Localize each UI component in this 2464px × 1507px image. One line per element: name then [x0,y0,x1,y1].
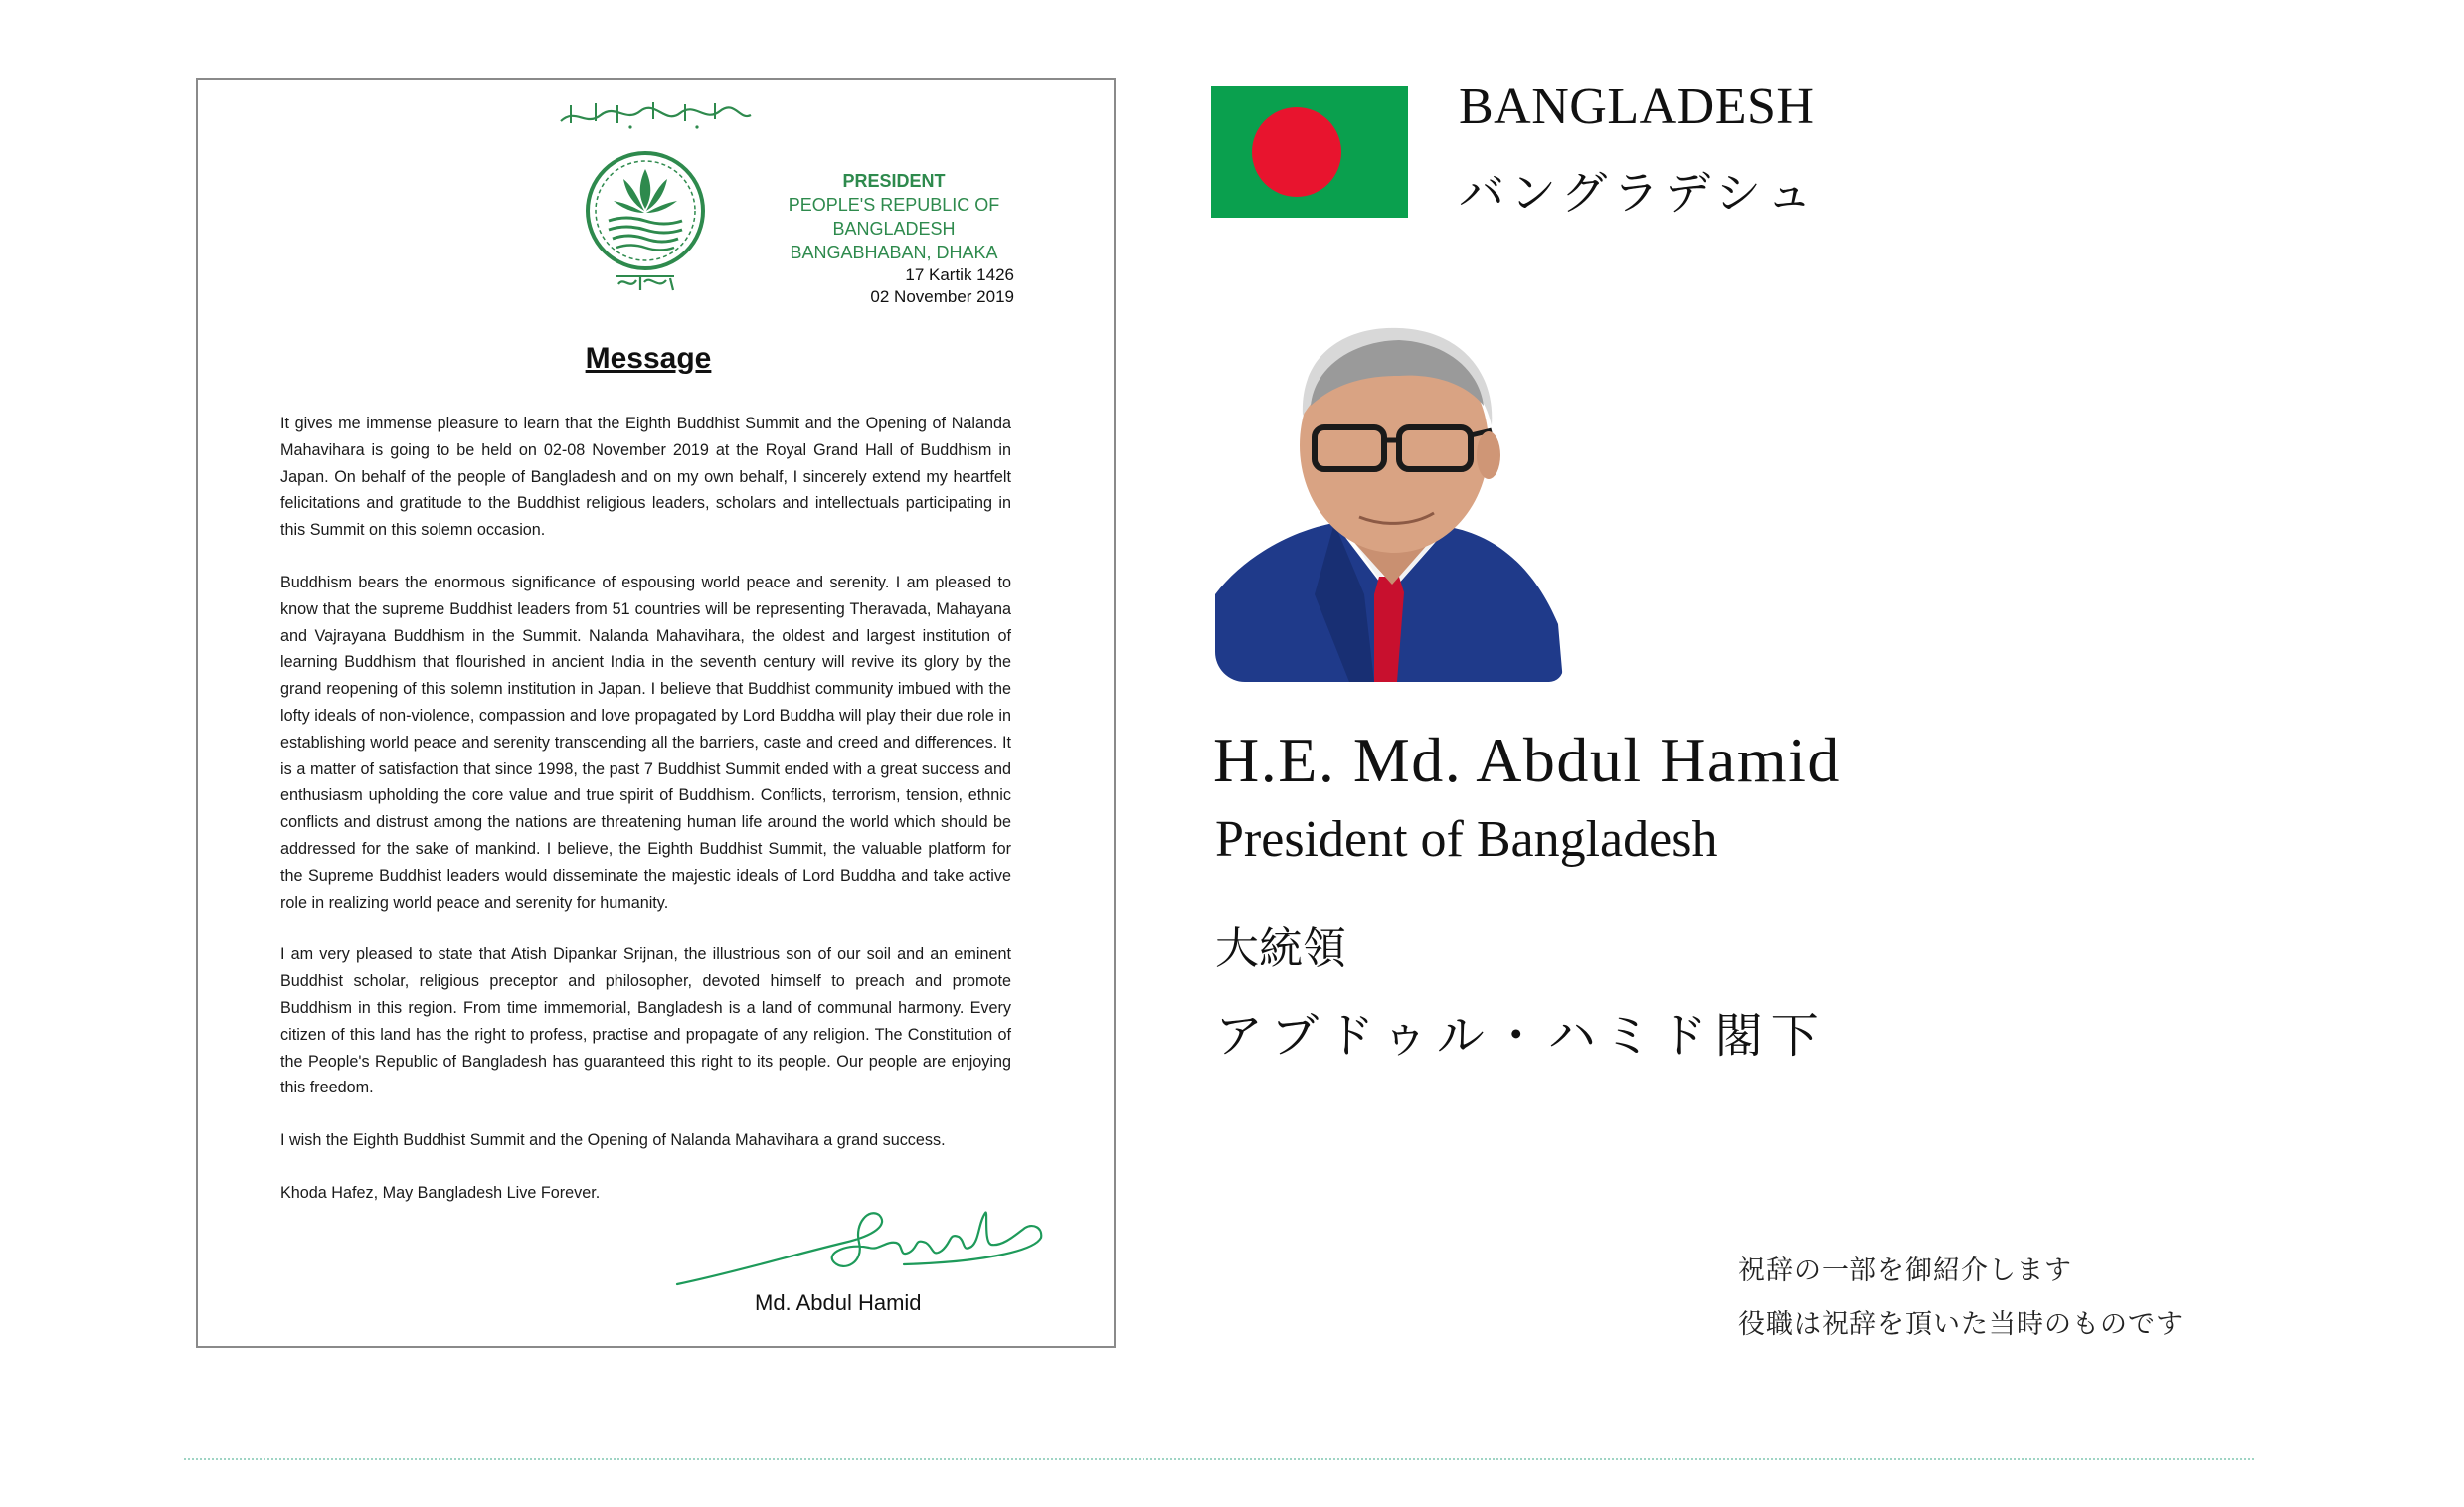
letterhead [735,169,1053,264]
date-bengali-calendar: 17 Kartik 1426 [905,265,1014,284]
person-title-japanese: 大統領 [1215,923,1346,974]
presidential-seal-emblem [579,149,713,298]
person-name-japanese: アブドゥル・ハミド閣下 [1215,1008,1827,1064]
letterhead-line2: BANGABHABAN, DHAKA [790,243,998,262]
letterhead-title: PRESIDENT [842,171,946,191]
bottom-divider [184,1458,2254,1460]
letterhead-line1: PEOPLE'S REPUBLIC OF BANGLADESH [788,195,1000,239]
letter-body [280,411,1011,1207]
letter-paragraph: I am very pleased to state that Atish Dipankar Srijnan, the illustrious son of our soil and an eminent Buddhist scholar, religious preceptor and philosopher, devoted himself to preach and promote Buddhism in this region. From time immemorial, Bangladesh is a land of communal harmony. Every citizen of this land has the right to profess, practise and propagate of any religion. The Constitution of the People's Republic of Bangladesh has guaranteed this right to its people. Our people are enjoying this freedom. [280,945,1011,1097]
date-gregorian: 02 November 2019 [870,287,1014,306]
handwritten-signature [675,1203,1073,1297]
country-name-english: BANGLADESH [1459,79,1815,135]
letter-paragraph: Buddhism bears the enormous significance of espousing world peace and serenity. I am pleased to know that the supreme Buddhist leaders from 51 countries will be representing Theravada, Mahayana and Vajrayana Buddhism in the Summit. Nalanda Mahavihara, the oldest and largest institution of learning Buddhism that flourished in ancient India in the seventh century will revive its glory by the grand reopening of this solemn institution in Japan. I believe that Buddhist community imbued with the lofty ideals of non-violence, compassion and love propagated by Lord Buddha will play their due role in establishing world peace and serenity transcending all the barriers, caste and creed and differences. It is a matter of satisfaction that since 1998, the past 7 Buddhist Summit ended with a great success and enthusiasm upholding the core value and true spirit of Buddhism. Conflicts, terrorism, tension, ethnic conflicts and distrust among the nations are threatening human life around the world which should be addressed for the sake of mankind. I believe, the Eighth Buddhist Summit, the valuable platform for the Supreme Buddhist leaders would disseminate the majestic ideals of Lord Buddha and take active role in realizing world peace and serenity for humanity. [280,573,1011,912]
signatory-name: Md. Abdul Hamid [755,1290,922,1315]
footnote-line2: 役職は祝辞を頂いた当時のものです [1738,1309,2184,1340]
person-name-english: H.E. Md. Abdul Hamid [1213,725,1841,795]
footnote-line1: 祝辞の一部を御紹介します [1738,1256,2072,1286]
letter-date [870,264,1014,308]
bangladesh-flag [1211,86,1408,218]
country-name-japanese: バングラデシュ [1459,166,1819,220]
bismillah-calligraphy [556,97,755,131]
message-heading: Message [585,342,712,375]
president-portrait-photo [1215,296,1563,682]
letter-closing: Khoda Hafez, May Bangladesh Live Forever. [280,1183,601,1202]
flag-red-disc [1252,107,1341,197]
footnote [1738,1245,2184,1352]
letter-paragraph: I wish the Eighth Buddhist Summit and the Opening of Nalanda Mahavihara a grand success. [280,1131,946,1150]
person-title-english: President of Bangladesh [1215,811,1718,868]
letter-paragraph: It gives me immense pleasure to learn that the Eighth Buddhist Summit and the Opening of Nalanda Mahavihara is going to be held on 02-08 November 2019 at the Royal Grand Hall of Buddhism in Japan. On behalf of the people of Bangladesh and on my own behalf, I sincerely extend my heartfelt felicitations and gratitude to the Buddhist religious leaders, scholars and intellectuals participating in this Summit on this solemn occasion. [280,415,1011,540]
message-letter [196,78,1116,1348]
